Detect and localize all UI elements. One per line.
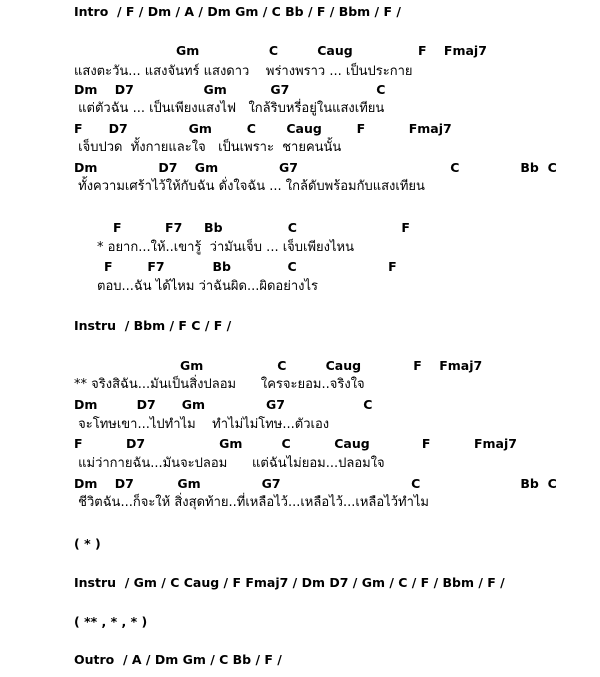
chord-line: F F7 Bb C F xyxy=(113,220,410,235)
chord-line: ( * ) xyxy=(74,536,101,551)
lyric-line: เจ็บปวด ทั้งกายและใจ เป็นเพราะ ชายคนนั้น xyxy=(74,140,342,155)
chord-line: Gm C Caug F Fmaj7 xyxy=(176,43,487,58)
lyric-line: จะโทษเขา...ไปทำไม ทำไม่ไม่โทษ...ตัวเอง xyxy=(74,417,330,432)
lyric-line: ตอบ...ฉัน ได้ไหม ว่าฉันผิด...ผิดอย่างไร xyxy=(97,279,319,294)
chord-line: Intro / F / Dm / A / Dm Gm / C Bb / F / Bbm / F / xyxy=(74,4,401,19)
lyric-line: แม่ว่ากายฉัน...มันจะปลอม แต่ฉันไม่ยอม...ปลอมใจ xyxy=(74,456,385,471)
chord-line: Instru / Gm / C Caug / F Fmaj7 / Dm D7 / Gm / C / F / Bbm / F / xyxy=(74,575,505,590)
lyric-line: ชีวิตฉัน...ก็จะให้ สิ่งสุดท้าย..ที่เหลือไว้...เหลือไว้...เหลือไว้ทำไม xyxy=(74,495,429,510)
chord-line: Outro / A / Dm Gm / C Bb / F / xyxy=(74,652,282,667)
lyric-line: ** จริงสิฉัน...มันเป็นสิ่งปลอม ใครจะยอม..จริงใจ xyxy=(74,377,365,392)
chord-line: ( ** , * , * ) xyxy=(74,614,148,629)
chord-line: Instru / Bbm / F C / F / xyxy=(74,318,232,333)
chord-line: Dm D7 Gm G7 C xyxy=(74,397,373,412)
lyric-line: แสงตะวัน... แสงจันทร์ แสงดาว พร่างพราว ... เป็นประกาย xyxy=(74,64,413,79)
chord-line: Gm C Caug F Fmaj7 xyxy=(180,358,483,373)
chord-line: F F7 Bb C F xyxy=(104,259,397,274)
lyric-line: แต่ตัวฉัน ... เป็นเพียงแสงไฟ ใกล้ริบหรี่อยู่ในแสงเทียน xyxy=(74,101,385,116)
chord-line: Dm D7 Gm G7 C Bb C xyxy=(74,476,557,491)
chord-line: F D7 Gm C Caug F Fmaj7 xyxy=(74,121,452,136)
chord-line: F D7 Gm C Caug F Fmaj7 xyxy=(74,436,517,451)
chord-line: Dm D7 Gm G7 C Bb C xyxy=(74,160,557,175)
chord-line: Dm D7 Gm G7 C xyxy=(74,82,386,97)
lyric-line: * อยาก...ให้..เขารู้ ว่ามันเจ็บ ... เจ็บเพียงไหน xyxy=(97,240,354,255)
lyric-line: ทั้งความเศร้าไว้ให้กับฉัน ดั่งใจฉัน ... ใกล้ดับพร้อมกับแสงเทียน xyxy=(74,179,425,194)
